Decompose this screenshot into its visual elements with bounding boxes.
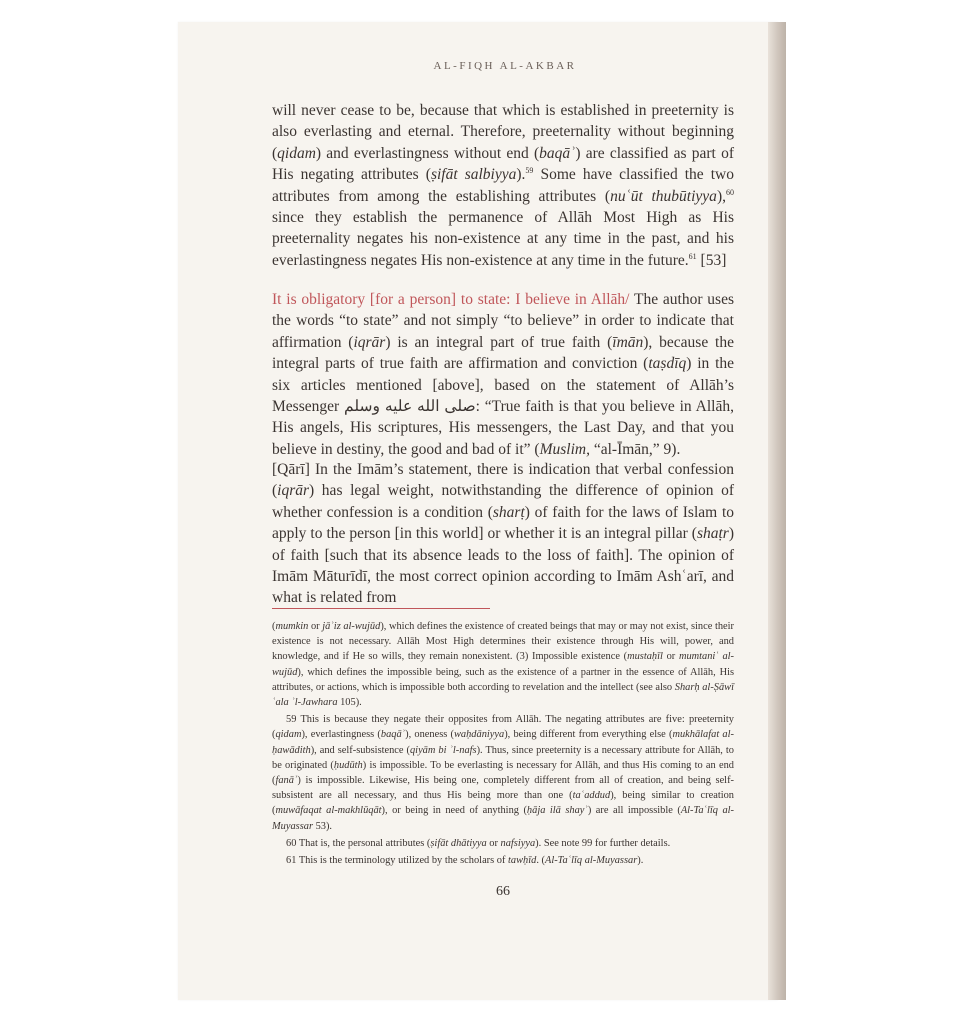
- footnote-number: 61: [286, 855, 297, 867]
- footnote-number: 60: [286, 837, 297, 849]
- paragraph-2: It is obligatory [for a person] to state: I believe in Allāh/ The author uses the words “to state” and not simply “to believe” in order to indicate that affirmation (iqrār) is an integral part of true faith (īmān), because the integral parts of true faith are affirmation and conviction (taṣdīq) in the six articles mentioned [above], based on the statement of Allāh’s Messenger صلى الله عليه وسلم: “True faith is that you believe in Allāh, His angels, His scriptures, His messengers, the Last Day, and that you believe in destiny, the good and bad of it” (Muslim, “al-Īmān,” 9).: [272, 291, 735, 458]
- footnote-ref: 59: [525, 166, 534, 176]
- footnote-continuation: (mumkin or jāʾiz al-wujūd), which defines the existence of created beings that may or may not exist, since their existence is not necessary. Allāh Most High determines their existence through His will, power, and knowledge, and if He so wills, they remain nonexistent. (3) Impossible existence (mustaḥīl or mumtaniʿ al-wujūd), which defines the impossible being, such as the existence of a partner in the essence of Allāh, His attributes, or actions, which is impossible both according to revelation and the intellect (see also Sharḥ al-Ṣāwī ʿala ʾl-Jawhara 105).: [272, 621, 734, 709]
- paragraph-1: will never cease to be, because that which is established in preeternity is also everlasting and eternal. Therefore, preeternality without beginning (qidam) and everlastingness without end (baqāʾ) are classified as part of His negating attributes (ṣifāt salbiyya).$^{59}$ Some have classified the two attributes from among the establishing attributes (nuʿūt thubūtiyya),$^{60}$ since they establish the permanence of Allāh Most High as His preeternality negates his non-existence at any time in the past, and his everlastingness negates His non-existence at any time in the future.$^{61}$ [53]: [272, 102, 734, 269]
- footnotes: [272, 619, 734, 868]
- footnote-number: 59: [286, 714, 297, 726]
- footnote-59: 59 This is because they negate their opposites from Allāh. The negating attributes are five: preeternity (qidam), everlastingness (baqāʾ), oneness (waḥdāniyya), being different from everything else (mukhālafat al-ḥawādith), and self-subsistence (qiyām bi ʾl-nafs). Thus, since preeternity is a necessary attribute for Allāh, to be originated (ḥudūth) is impossible. To be everlasting is necessary for Allāh, and thus His coming to an end (fanāʾ) is impossible. Likewise, His being one, completely different from all of creation, and being self-subsistent are all necessary, and thus His being more than one (taʿaddud), being similar to creation (muwāfaqat al-makhlūqāt), or being in need of anything (ḥāja ilā shayʾ) are all impossible (Al-Taʿlīq al-Muyassar 53).: [272, 714, 734, 832]
- page-edge-shadow: [768, 22, 786, 1000]
- paragraph-3: [Qārī] In the Imām’s statement, there is indication that verbal confession (iqrār) has legal weight, notwithstanding the difference of opinion of whether confession is a condition (sharṭ) of faith for the laws of Islam to apply to the person [in this world] or whether it is an integral pillar (shaṭr) of faith [such that its absence leads to the loss of faith]. The opinion of Imām Māturīdī, the most correct opinion according to Imām Ashʿarī, and what is related from: [272, 461, 735, 607]
- footnote-ref: 60: [725, 187, 734, 197]
- footnote-rule: [272, 608, 490, 609]
- footnote-ref: 61: [688, 251, 697, 261]
- footnote-61: 61 This is the terminology utilized by the scholars of tawḥīd. (Al-Taʿlīq al-Muyassar).: [286, 855, 644, 867]
- page-number: 66: [496, 884, 510, 899]
- lemma-text: It is obligatory [for a person] to state: I believe in Allāh/: [272, 291, 630, 308]
- footnote-60: 60 That is, the personal attributes (ṣifāt dhātiyya or nafsiyya). See note 99 for further details.: [286, 837, 671, 849]
- running-head: AL-FIQH AL-AKBAR: [433, 60, 577, 72]
